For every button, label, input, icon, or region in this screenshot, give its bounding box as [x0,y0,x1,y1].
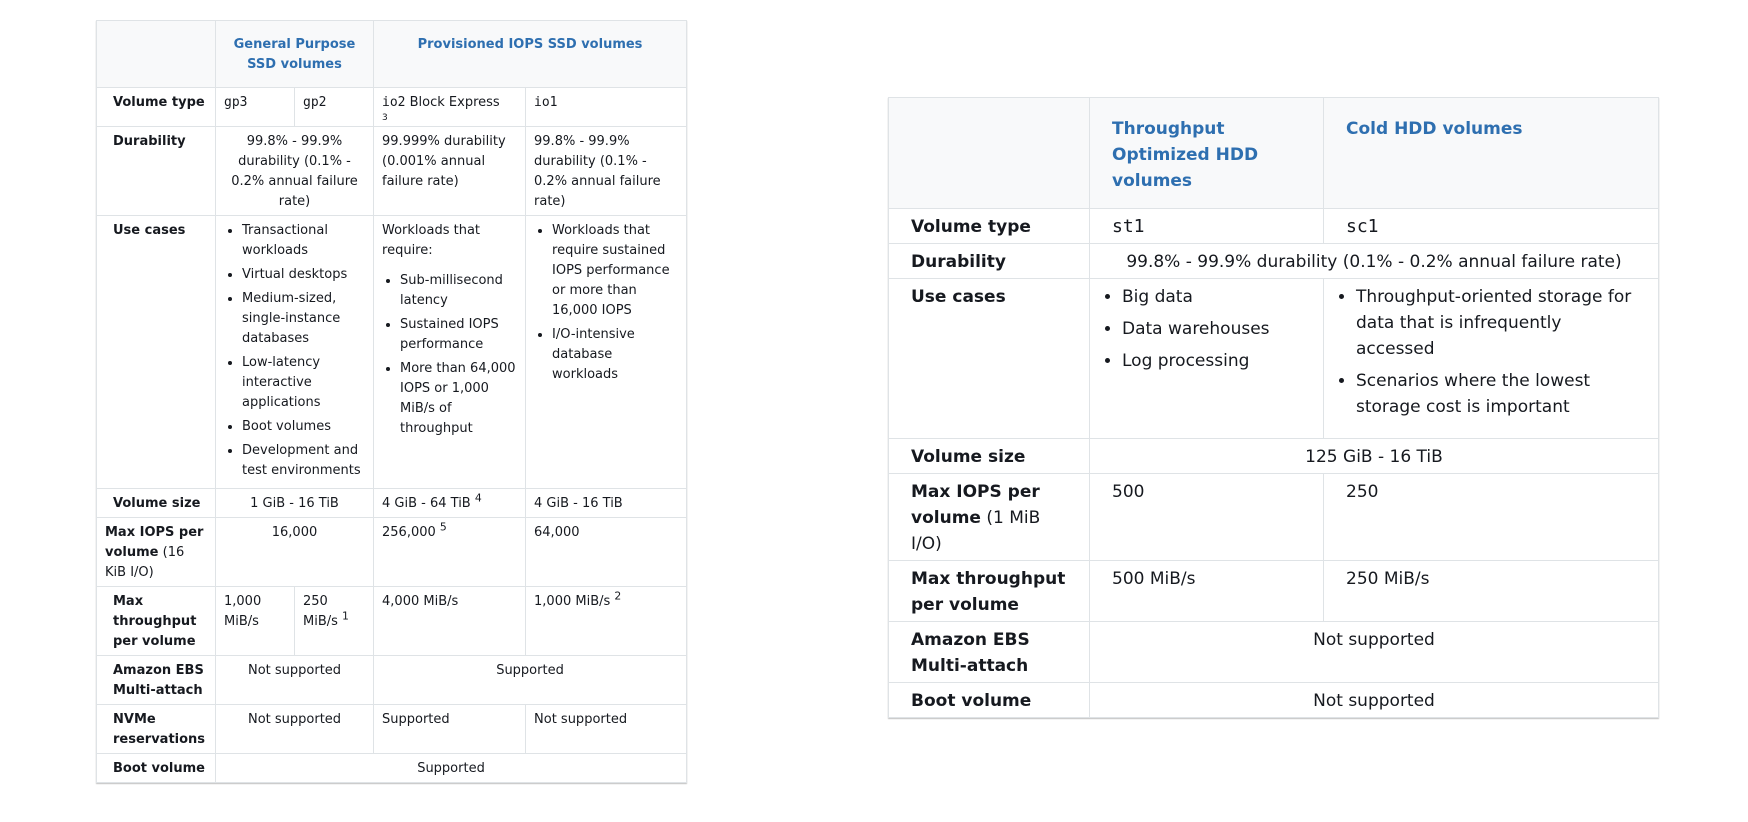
row-label-use-cases: Use cases [889,279,1090,439]
list-item: • Workloads that require sustained IOPS performance or more than 16,000 IOPS [552,221,678,321]
cell-throughput-io2: 4,000 MiB/s [374,587,526,656]
use-case-list [534,221,678,385]
list-item: • Transactional workloads [242,221,365,261]
cell-throughput-st1: 500 MiB/s [1090,561,1324,622]
cell-nvme-io1: Not supported [526,705,687,754]
cell-use-cases-io2 [374,216,526,489]
cell-size-io2 [374,489,526,518]
header-empty-cell [97,21,216,88]
cell-throughput-gp3: 1,000 MiB/s [216,587,295,656]
cell-use-cases-st1 [1090,279,1324,439]
row-label-durability: Durability [97,127,216,216]
header-cold-hdd: Cold HDD volumes [1324,98,1659,209]
header-throughput-optimized-hdd: Throughput Optimized HDD volumes [1090,98,1324,209]
table-row [97,518,687,587]
label-bold: Max IOPS per volume [911,482,1040,528]
cell-boot-volume-all: Supported [216,754,687,783]
label-bold: Max IOPS per volume [105,525,204,560]
row-label-boot-volume: Boot volume [97,754,216,783]
table-row [97,754,687,783]
table-row [889,622,1659,683]
gp2-code: gp2 [303,95,327,110]
cell-gp3 [216,88,295,127]
cell-iops-sc1: 250 [1324,474,1659,561]
io1-code: io1 [534,95,558,110]
use-case-list [382,271,517,439]
cell-nvme-io2: Supported [374,705,526,754]
list-item: • Development and test environments [242,441,365,481]
hdd-comparison-table [888,97,1659,718]
table-row [97,705,687,754]
size-value: 4 GiB - 64 TiB [382,496,471,511]
io2-code: io2 [382,95,406,110]
footnote-ref: 2 [614,589,622,603]
header-general-purpose-ssd: General Purpose SSD volumes [216,21,374,88]
row-label-max-iops [889,474,1090,561]
cell-iops-io2 [374,518,526,587]
cell-io1 [526,88,687,127]
row-label-multi-attach: Amazon EBS Multi-attach [889,622,1090,683]
footnote-ref: 4 [474,491,482,505]
footnote-ref: 5 [439,520,447,534]
footnote-ref: 3 [382,113,388,123]
cell-use-cases-sc1 [1324,279,1659,439]
list-item: • I/O-intensive database workloads [552,325,678,385]
table-row [97,656,687,705]
table-row [97,587,687,656]
table-row [97,127,687,216]
list-item: • Data warehouses [1122,316,1301,342]
st1-code: st1 [1112,216,1145,237]
use-case-list [1090,284,1301,374]
row-label-volume-type: Volume type [889,209,1090,244]
row-label-volume-size: Volume size [97,489,216,518]
gp3-code: gp3 [224,95,248,110]
cell-boot-volume-all: Not supported [1090,683,1659,718]
ssd-comparison-table [96,20,687,783]
list-item: • Medium-sized, single-instance databases [242,289,365,349]
cell-multi-attach-all: Not supported [1090,622,1659,683]
row-label-max-iops [97,518,216,587]
list-item: • Sustained IOPS performance [400,315,517,355]
cell-use-cases-io1 [526,216,687,489]
cell-sc1 [1324,209,1659,244]
cell-iops-st1: 500 [1090,474,1324,561]
cell-size-all: 125 GiB - 16 TiB [1090,439,1659,474]
list-item: • Throughput-oriented storage for data that is infrequently accessed [1356,284,1636,362]
cell-iops-io1: 64,000 [526,518,687,587]
cell-durability-io2: 99.999% durability (0.001% annual failure rate) [374,127,526,216]
list-item: • Low-latency interactive applications [242,353,365,413]
cell-nvme-general: Not supported [216,705,374,754]
cell-multi-attach-general: Not supported [216,656,374,705]
row-label-max-throughput: Max throughput per volume [97,587,216,656]
table-header-row [97,21,687,88]
list-item: • Log processing [1122,348,1301,374]
cell-io2 [374,88,526,127]
row-label-durability: Durability [889,244,1090,279]
table-row [889,439,1659,474]
table-row [889,279,1659,439]
row-label-max-throughput: Max throughput per volume [889,561,1090,622]
table-header-row [889,98,1659,209]
cell-throughput-io1 [526,587,687,656]
cell-multi-attach-provisioned: Supported [374,656,687,705]
cell-size-io1: 4 GiB - 16 TiB [526,489,687,518]
label-regular: (16 KiB I/O) [105,545,185,580]
cell-st1 [1090,209,1324,244]
header-provisioned-iops-ssd: Provisioned IOPS SSD volumes [374,21,687,88]
footnote-ref: 1 [342,609,349,623]
list-item: • Virtual desktops [242,265,365,285]
sc1-code: sc1 [1346,216,1379,237]
cell-size-general: 1 GiB - 16 TiB [216,489,374,518]
table-row [889,474,1659,561]
use-case-list [224,221,365,481]
use-case-intro: Workloads that require: [382,223,481,258]
cell-gp2 [295,88,374,127]
list-item: • More than 64,000 IOPS or 1,000 MiB/s of throughput [400,359,517,439]
table-row [889,209,1659,244]
table-row [889,244,1659,279]
table-row [97,88,687,127]
throughput-value: 250 MiB/s [303,594,338,629]
list-item: • Boot volumes [242,417,365,437]
cell-durability-all: 99.8% - 99.9% durability (0.1% - 0.2% annual failure rate) [1090,244,1659,279]
cell-durability-io1: 99.8% - 99.9% durability (0.1% - 0.2% annual failure rate) [526,127,687,216]
list-item: • Big data [1122,284,1301,310]
cell-throughput-gp2 [295,587,374,656]
row-label-boot-volume: Boot volume [889,683,1090,718]
cell-throughput-sc1: 250 MiB/s [1324,561,1659,622]
row-label-multi-attach: Amazon EBS Multi-attach [97,656,216,705]
table-row [889,683,1659,718]
list-item: • Scenarios where the lowest storage cost is important [1356,368,1636,420]
row-label-use-cases: Use cases [97,216,216,489]
row-label-volume-type: Volume type [97,88,216,127]
table-row [97,489,687,518]
io2-suffix: Block Express [405,95,500,110]
list-item: • Sub-millisecond latency [400,271,517,311]
row-label-volume-size: Volume size [889,439,1090,474]
cell-durability-general: 99.8% - 99.9% durability (0.1% - 0.2% annual failure rate) [216,127,374,216]
row-label-nvme-reservations: NVMe reservations [97,705,216,754]
table-row [889,561,1659,622]
label-regular: (1 MiB I/O) [911,508,1041,554]
use-case-list [1324,284,1636,420]
cell-use-cases-general [216,216,374,489]
iops-value: 256,000 [382,525,436,540]
header-empty-cell [889,98,1090,209]
cell-iops-general: 16,000 [216,518,374,587]
throughput-value: 1,000 MiB/s [534,594,611,609]
table-row [97,216,687,489]
